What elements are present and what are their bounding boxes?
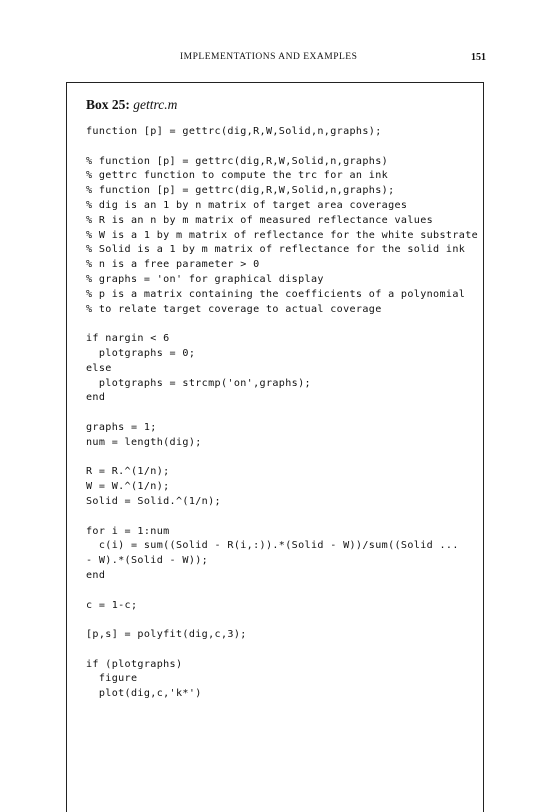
code-line: % dig is an 1 by n matrix of target area coverages bbox=[86, 199, 408, 211]
code-line: graphs = 1; bbox=[86, 421, 157, 433]
code-line: % n is a free parameter > 0 bbox=[86, 259, 260, 271]
code-line bbox=[86, 451, 478, 466]
code-line: % p is a matrix containing the coefficients of a polynomial bbox=[86, 288, 466, 300]
code-line: % to relate target coverage to actual coverage bbox=[86, 303, 382, 315]
page-number: 151 bbox=[471, 52, 486, 63]
code-line: plotgraphs = 0; bbox=[86, 347, 196, 359]
code-line: for i = 1:num bbox=[86, 525, 170, 537]
code-line: num = length(dig); bbox=[86, 436, 202, 448]
box-title bbox=[86, 97, 177, 113]
code-line: function [p] = gettrc(dig,R,W,Solid,n,graphs); bbox=[86, 126, 382, 137]
code-line: % gettrc function to compute the trc for an ink bbox=[86, 170, 389, 182]
code-line: R = R.^(1/n); bbox=[86, 466, 170, 478]
code-line bbox=[86, 584, 478, 599]
code-line: [p,s] = polyfit(dig,c,3); bbox=[86, 629, 247, 641]
code-line: % function [p] = gettrc(dig,R,W,Solid,n,graphs); bbox=[86, 185, 395, 197]
box-label: Box 25: bbox=[86, 97, 130, 112]
code-line: % R is an n by m matrix of measured reflectance values bbox=[86, 214, 434, 226]
code-line: c = 1-c; bbox=[86, 599, 138, 611]
code-line: if nargin < 6 bbox=[86, 333, 170, 345]
box-filename: gettrc.m bbox=[133, 97, 178, 112]
code-line: plot(dig,c,'k*') bbox=[86, 688, 202, 700]
code-line: c(i) = sum((Solid - R(i,:)).*(Solid - W))/sum((Solid ... bbox=[86, 540, 459, 552]
code-line: else bbox=[86, 362, 112, 374]
code-line: % graphs = 'on' for graphical display bbox=[86, 273, 324, 285]
code-line: Solid = Solid.^(1/n); bbox=[86, 495, 221, 507]
code-line: % function [p] = gettrc(dig,R,W,Solid,n,graphs) bbox=[86, 155, 389, 167]
code-line: end bbox=[86, 392, 106, 404]
code-line: % Solid is a 1 by m matrix of reflectance for the solid ink bbox=[86, 244, 466, 256]
code-line: - W).*(Solid - W)); bbox=[86, 555, 209, 567]
code-line: W = W.^(1/n); bbox=[86, 481, 170, 493]
running-title: IMPLEMENTATIONS AND EXAMPLES bbox=[180, 52, 358, 62]
code-line bbox=[86, 510, 478, 525]
running-header bbox=[70, 52, 486, 68]
code-line: end bbox=[86, 569, 106, 581]
code-line bbox=[86, 613, 478, 628]
code-line: % W is a 1 by m matrix of reflectance for the white substrate bbox=[86, 229, 479, 241]
code-line bbox=[86, 406, 478, 421]
code-line bbox=[86, 317, 478, 332]
code-line bbox=[86, 140, 478, 155]
code-line: figure bbox=[86, 673, 138, 685]
code-line bbox=[86, 643, 478, 658]
code-listing bbox=[86, 125, 478, 702]
code-box bbox=[66, 82, 484, 812]
code-line: plotgraphs = strcmp('on',graphs); bbox=[86, 377, 311, 389]
code-line: if (plotgraphs) bbox=[86, 658, 183, 670]
